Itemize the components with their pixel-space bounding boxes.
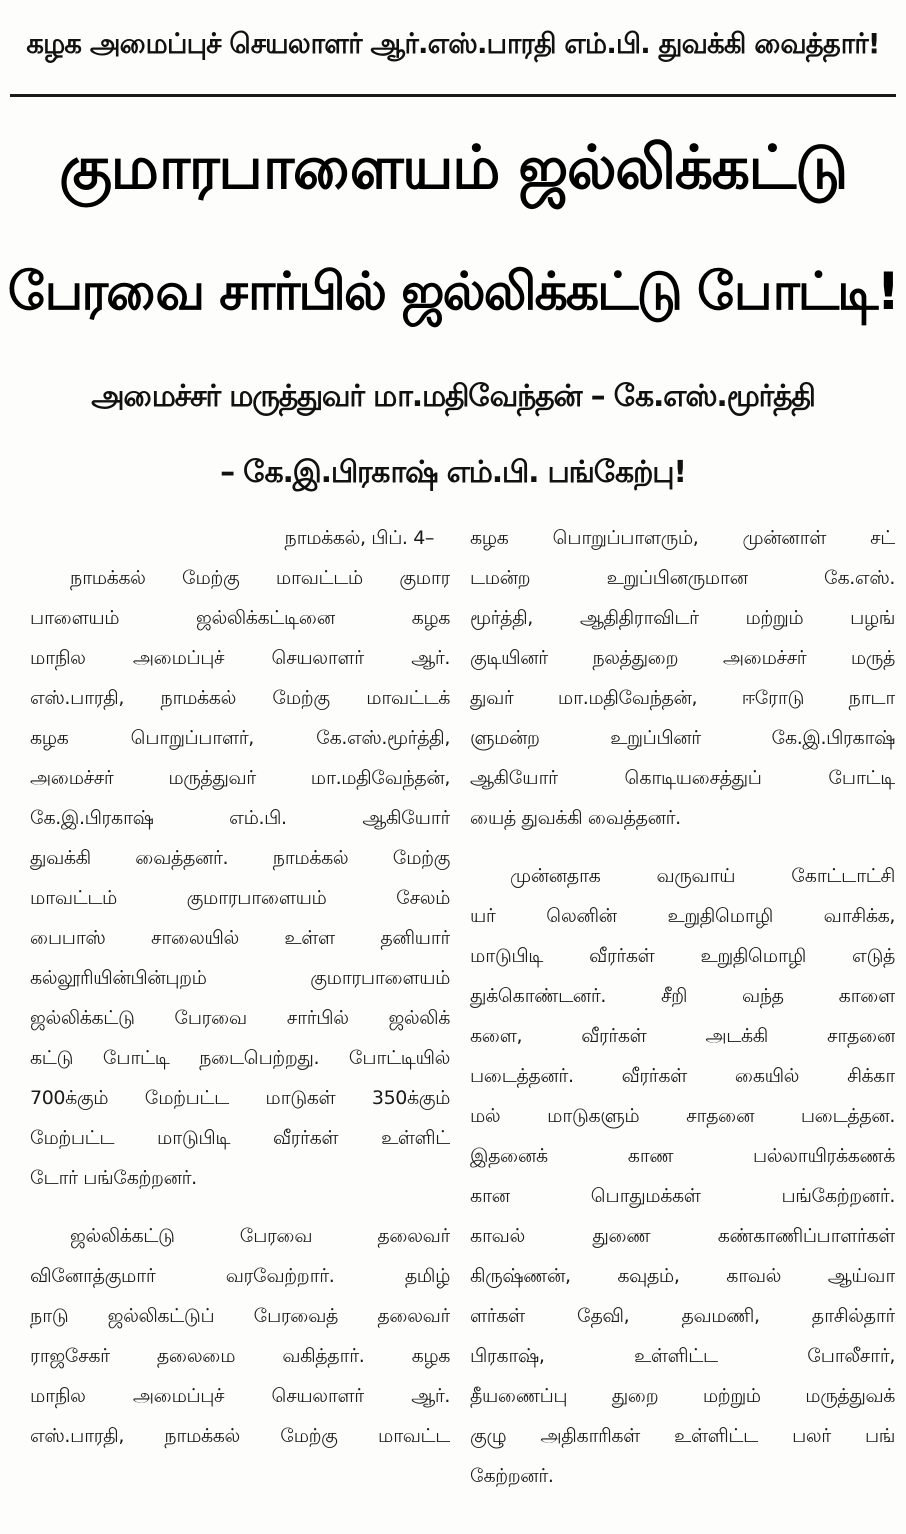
article-line: டோர் பங்கேற்றனர்.: [30, 1167, 197, 1189]
article-line: ஜல்லிக்கட்டு பேரவை தலைவர்: [70, 1225, 450, 1247]
article-line: மாநில அமைப்புச் செயலாளர் ஆர்.: [30, 1385, 450, 1407]
article-line: மேற்பட்ட மாடுபிடி வீரர்கள் உள்ளிட்: [30, 1127, 450, 1149]
article-line: மூர்த்தி, ஆதிதிராவிடர் மற்றும் பழங்: [470, 607, 895, 629]
article-line: யைத் துவக்கி வைத்தனர்.: [470, 807, 681, 829]
kicker-divider: [10, 94, 896, 97]
article-line: நாடு ஜல்லிகட்டுப் பேரவைத் தலைவர்: [30, 1305, 450, 1327]
article-column-left: [30, 518, 450, 1456]
article-line: எஸ்.பாரதி, நாமக்கல் மேற்கு மாவட்ட: [30, 1425, 450, 1447]
paragraph-gap: [30, 1198, 450, 1216]
article-column-right: [470, 518, 895, 1496]
article-line: மாவட்டம் குமாரபாளையம் சேலம்: [30, 887, 450, 909]
article-line: எஸ்.பாரதி, நாமக்கல் மேற்கு மாவட்டக்: [30, 687, 450, 709]
article-line: குழு அதிகாரிகள் உள்ளிட்ட பலர் பங்: [470, 1425, 895, 1447]
headline-line-1: குமாரபாளையம் ஜல்லிக்கட்டு: [59, 133, 847, 203]
article-line: படைத்தனர். வீரர்கள் கையில் சிக்கா: [470, 1065, 895, 1087]
article-line: துவக்கி வைத்தனர். நாமக்கல் மேற்கு: [30, 847, 450, 869]
kicker-line: கழக அமைப்புச் செயலாளர் ஆர்.எஸ்.பாரதி எம்.பி. துவக்கி வைத்தார்!: [26, 27, 880, 60]
article-line: கல்லூரியின்பின்புறம் குமாரபாளையம்: [30, 967, 450, 989]
article-line: கழக பொறுப்பாளரும், முன்னாள் சட்: [470, 527, 895, 549]
article-line: காவல் துணை கண்காணிப்பாளர்கள்: [470, 1225, 895, 1247]
paragraph-gap: [470, 838, 895, 856]
article-line: துவர் மா.மதிவேந்தன், ஈரோடு நாடா: [470, 687, 895, 709]
article-line: துக்கொண்டனர். சீறி வந்த காளை: [470, 985, 895, 1007]
dateline: நாமக்கல், பிப். 4–: [284, 527, 434, 549]
article-line: ஜல்லிக்கட்டு பேரவை சார்பில் ஜல்லிக்: [30, 1007, 450, 1029]
article-line: களை, வீரர்கள் அடக்கி சாதனை: [470, 1025, 895, 1047]
subheadline-line-1: அமைச்சர் மருத்துவர் மா.மதிவேந்தன் – கே.எஸ்.மூர்த்தி: [91, 379, 815, 414]
article-line: கான பொதுமக்கள் பங்கேற்றனர்.: [470, 1185, 895, 1207]
article-line: தீயணைப்பு துறை மற்றும் மருத்துவக்: [470, 1385, 895, 1407]
article-line: பிரகாஷ், உள்ளிட்ட போலீசார்,: [470, 1345, 895, 1367]
article-line: பைபாஸ் சாலையில் உள்ள தனியார்: [30, 927, 450, 949]
article-line: மாடுபிடி வீரர்கள் உறுதிமொழி எடுத்: [470, 945, 895, 967]
article-line: யர் லெனின் உறுதிமொழி வாசிக்க,: [470, 905, 895, 927]
headline-line-2: பேரவை சார்பில் ஜல்லிக்கட்டு போட்டி!: [7, 262, 899, 322]
article-line: ஆகியோர் கொடியசைத்துப் போட்டி: [470, 767, 895, 789]
article-line: ளர்கள் தேவி, தவமணி, தாசில்தார்: [470, 1305, 895, 1327]
article-line: 700க்கும் மேற்பட்ட மாடுகள் 350க்கும்: [30, 1087, 450, 1109]
article-line: வினோத்குமார் வரவேற்றார். தமிழ்: [30, 1265, 450, 1287]
article-line: முன்னதாக வருவாய் கோட்டாட்சி: [510, 865, 895, 887]
article-line: டமன்ற உறுப்பினருமான கே.எஸ்.: [470, 567, 895, 589]
article-line: இதனைக் காண பல்லாயிரக்கணக்: [470, 1145, 895, 1167]
article-line: நாமக்கல் மேற்கு மாவட்டம் குமார: [70, 567, 450, 589]
article-line: கேற்றனர்.: [470, 1465, 554, 1487]
article-line: கே.இ.பிரகாஷ் எம்.பி. ஆகியோர்: [30, 807, 450, 829]
article-line: கிருஷ்ணன், கவுதம், காவல் ஆய்வா: [470, 1265, 895, 1287]
article-line: கழக பொறுப்பாளர், கே.எஸ்.மூர்த்தி,: [30, 727, 450, 749]
article-line: ராஜசேகர் தலைமை வகித்தார். கழக: [30, 1345, 450, 1367]
article-line: மாநில அமைப்புச் செயலாளர் ஆர்.: [30, 647, 450, 669]
article-line: பாளையம் ஜல்லிக்கட்டினை கழக: [30, 607, 450, 629]
article-line: குடியினர் நலத்துறை அமைச்சர் மருத்: [470, 647, 895, 669]
article-line: ளுமன்ற உறுப்பினர் கே.இ.பிரகாஷ்: [470, 727, 895, 749]
article-line: அமைச்சர் மருத்துவர் மா.மதிவேந்தன்,: [30, 767, 450, 789]
article-line: கட்டு போட்டி நடைபெற்றது. போட்டியில்: [30, 1047, 450, 1069]
subheadline-line-2: – கே.இ.பிரகாஷ் எம்.பி. பங்கேற்பு!: [220, 455, 686, 490]
article-line: மல் மாடுகளும் சாதனை படைத்தன.: [470, 1105, 895, 1127]
